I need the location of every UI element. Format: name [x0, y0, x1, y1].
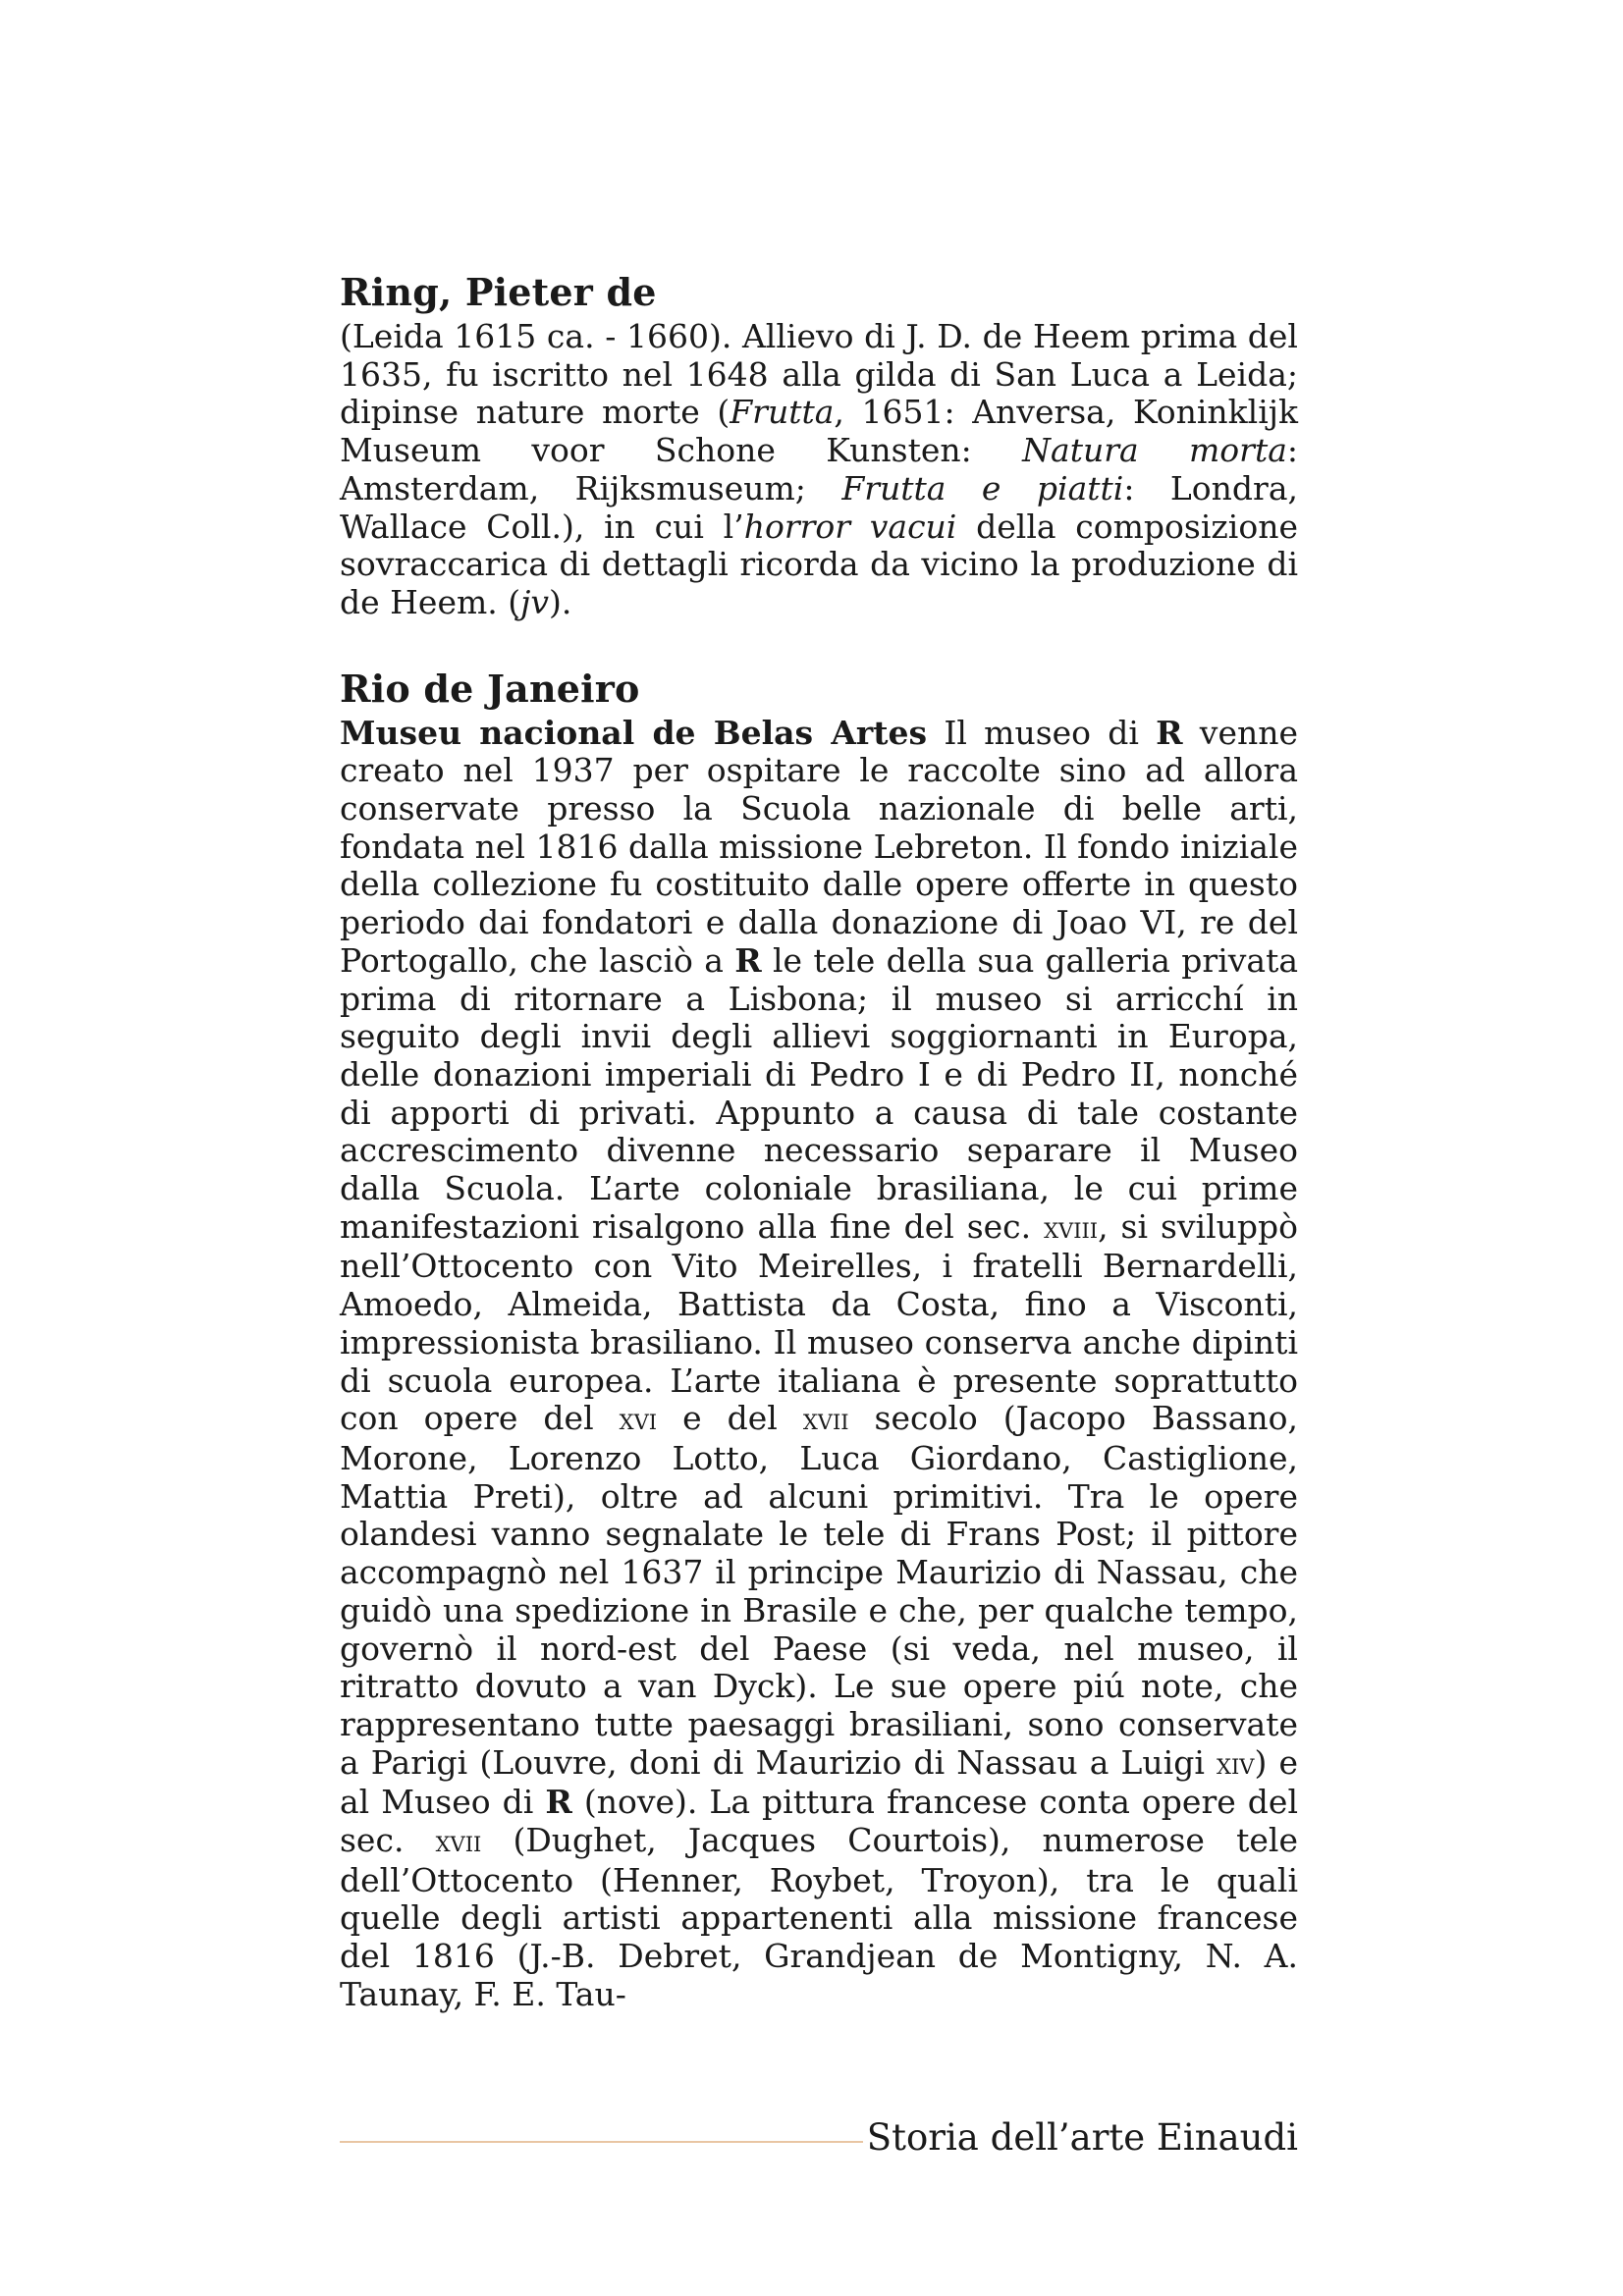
city-abbrev: R: [1156, 713, 1183, 752]
text-run: secolo (Jacopo Bassano, Morone, Lorenzo Lotto, Luca Giordano, Castiglione, Mattia Preti), oltre ad alcuni primitivi. Tra le opere olandesi vanno segnalate le tele di Frans Post; il pittore accompagnò nel 1637 il principe Maurizio di Nassau, che guidò una spedizione in Brasile e che, per qualche tempo, governò il nord-est del Paese (si veda, nel museo, il ritratto dovuto a van Dyck). Le sue opere piú note, che rappresentano tutte paesaggi brasiliani, sono conservate a Parigi (Louvre, doni di Maurizio di Nassau a Luigi: [340, 1399, 1298, 1782]
entry-heading: Ring, Pieter de: [340, 270, 657, 314]
entry-ring-pieter-de: [340, 271, 1298, 622]
city-abbrev: R: [545, 1783, 572, 1822]
text-run: : Londra, Wallace Coll.), in cui l’: [340, 468, 1298, 546]
entry-rio-de-janeiro: [340, 667, 1298, 2014]
page-footer: [340, 2110, 1298, 2169]
entry-text: [340, 715, 1298, 2014]
text-run: della composizione sovraccarica di dettagli ricorda da vicino la produzione di de Heem. (: [340, 507, 1299, 621]
text-run: le tele della sua galleria privata prima di ritornare a Lisbona; il museo si arricchí in seguito degli invii degli allievi soggiornanti in Europa, delle donazioni imperiali di Pedro I e di Pedro II, nonché di apporti di privati. Appunto a causa di tale costante accrescimento divenne necessario separare il Museo dalla Scuola. L’arte coloniale brasiliana, le cui prime manifestazioni risalgono alla fine del sec.: [340, 940, 1299, 1246]
author-initials: jv: [520, 582, 550, 621]
text-run: , 1651: Anversa, Koninklijk Museum voor Schone Kunsten:: [340, 393, 1298, 470]
entry-text: [340, 318, 1298, 622]
century-numeral: xvii: [435, 1825, 482, 1860]
century-numeral: xvii: [802, 1403, 849, 1438]
footer-publisher: Storia dell’arte Einaudi: [866, 2116, 1298, 2159]
text-run: : Amsterdam, Rijksmuseum;: [340, 431, 1298, 507]
city-abbrev: R: [734, 940, 762, 980]
century-numeral: xviii: [1044, 1210, 1099, 1246]
museum-name: Museu nacional de Belas Artes: [340, 713, 928, 752]
italic-title: Natura morta: [1022, 431, 1287, 470]
italic-title: Frutta e piatti: [841, 468, 1124, 507]
italic-term: horror vacui: [743, 507, 957, 546]
italic-title: Frutta: [730, 393, 835, 432]
page-content: [340, 271, 1298, 2014]
text-run: e del: [657, 1399, 803, 1438]
text-run: , si sviluppò nell’Ottocento con Vito Meirelles, i fratelli Bernardelli, Amoedo, Almeida, Battista da Costa, fino a Visconti, impressionista brasiliano. Il museo conserva anche dipinti di scuola europea. L’arte italiana è presente soprattutto con opere del: [340, 1206, 1299, 1438]
footer-rule: [340, 2141, 863, 2143]
century-numeral: xvi: [619, 1403, 658, 1438]
text-run: ).: [549, 582, 572, 621]
text-run: venne creato nel 1937 per ospitare le raccolte sino ad allora conservate presso la Scuola nazionale di belle arti, fondata nel 1816 dalla missione Lebreton. Il fondo iniziale della collezione fu costituito dalle opere offerte in questo periodo dai fondatori e dalla donazione di Joao VI, re del Portogallo, che lasciò a: [340, 713, 1299, 980]
entry-spacer: [340, 622, 1298, 667]
text-run: ) e al Museo di: [340, 1742, 1298, 1822]
entry-heading: Rio de Janeiro: [340, 666, 640, 711]
text-run: (Leida 1615 ca. - 1660). Allievo di J. D. de Heem prima del 1635, fu iscritto nel 1648 alla gilda di San Luca a Leida; dipinse nature morte (: [340, 317, 1298, 432]
roman-numeral: xiv: [1217, 1746, 1255, 1782]
text-run: Il museo di: [927, 713, 1157, 752]
text-run: (Dughet, Jacques Courtois), numerose tele dell’Ottocento (Henner, Roybet, Troyon), tra le quali quelle degli artisti appartenenti alla missione francese del 1816 (J.-B. Debret, Grandjean de Montigny, N. A. Taunay, F. E. Tau-: [340, 1821, 1298, 2013]
text-run: (nove). La pittura francese conta opere del sec.: [340, 1783, 1298, 1860]
